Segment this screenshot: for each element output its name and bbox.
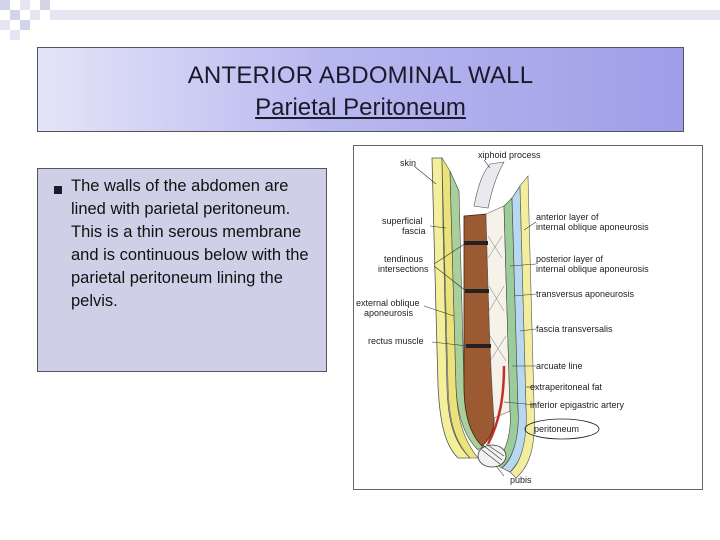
label-transversus-aponeurosis: transversus aponeurosis <box>536 289 635 299</box>
label-superficial-fascia-2: fascia <box>402 226 426 236</box>
label-external-oblique-2: aponeurosis <box>364 308 414 318</box>
bullet-square-icon <box>54 186 62 194</box>
label-posterior-layer-1: posterior layer of <box>536 254 604 264</box>
slide-title: ANTERIOR ABDOMINAL WALL <box>187 62 534 89</box>
title-box <box>37 47 684 132</box>
slide-subtitle: Parietal Peritoneum <box>255 94 466 121</box>
label-xiphoid-process: xiphoid process <box>478 150 541 160</box>
label-fascia-transversalis: fascia transversalis <box>536 324 613 334</box>
label-peritoneum: peritoneum <box>534 424 580 434</box>
body-text: The walls of the abdomen are lined with parietal peritoneum. This is a thin serous membrane and is continuous below with the parietal peritoneum lining the pelvis. <box>71 177 309 310</box>
label-anterior-layer-1: anterior layer of <box>536 212 599 222</box>
content-box <box>37 168 327 372</box>
label-inferior-epigastric-artery: inferior epigastric artery <box>530 400 625 410</box>
label-arcuate-line: arcuate line <box>536 361 583 371</box>
label-pubis: pubis <box>510 475 532 485</box>
label-tendinous-1: tendinous <box>384 254 424 264</box>
label-skin: skin <box>400 158 417 168</box>
label-rectus-muscle: rectus muscle <box>368 336 424 346</box>
anatomy-figure <box>353 145 703 490</box>
label-external-oblique-1: external oblique <box>356 298 420 308</box>
label-extraperitoneal-fat: extraperitoneal fat <box>530 382 603 392</box>
label-tendinous-2: intersections <box>378 264 429 274</box>
abdominal-wall-diagram <box>354 146 704 491</box>
label-superficial-fascia-1: superficial <box>382 216 423 226</box>
label-anterior-layer-2: internal oblique aponeurosis <box>536 222 649 232</box>
label-posterior-layer-2: internal oblique aponeurosis <box>536 264 649 274</box>
